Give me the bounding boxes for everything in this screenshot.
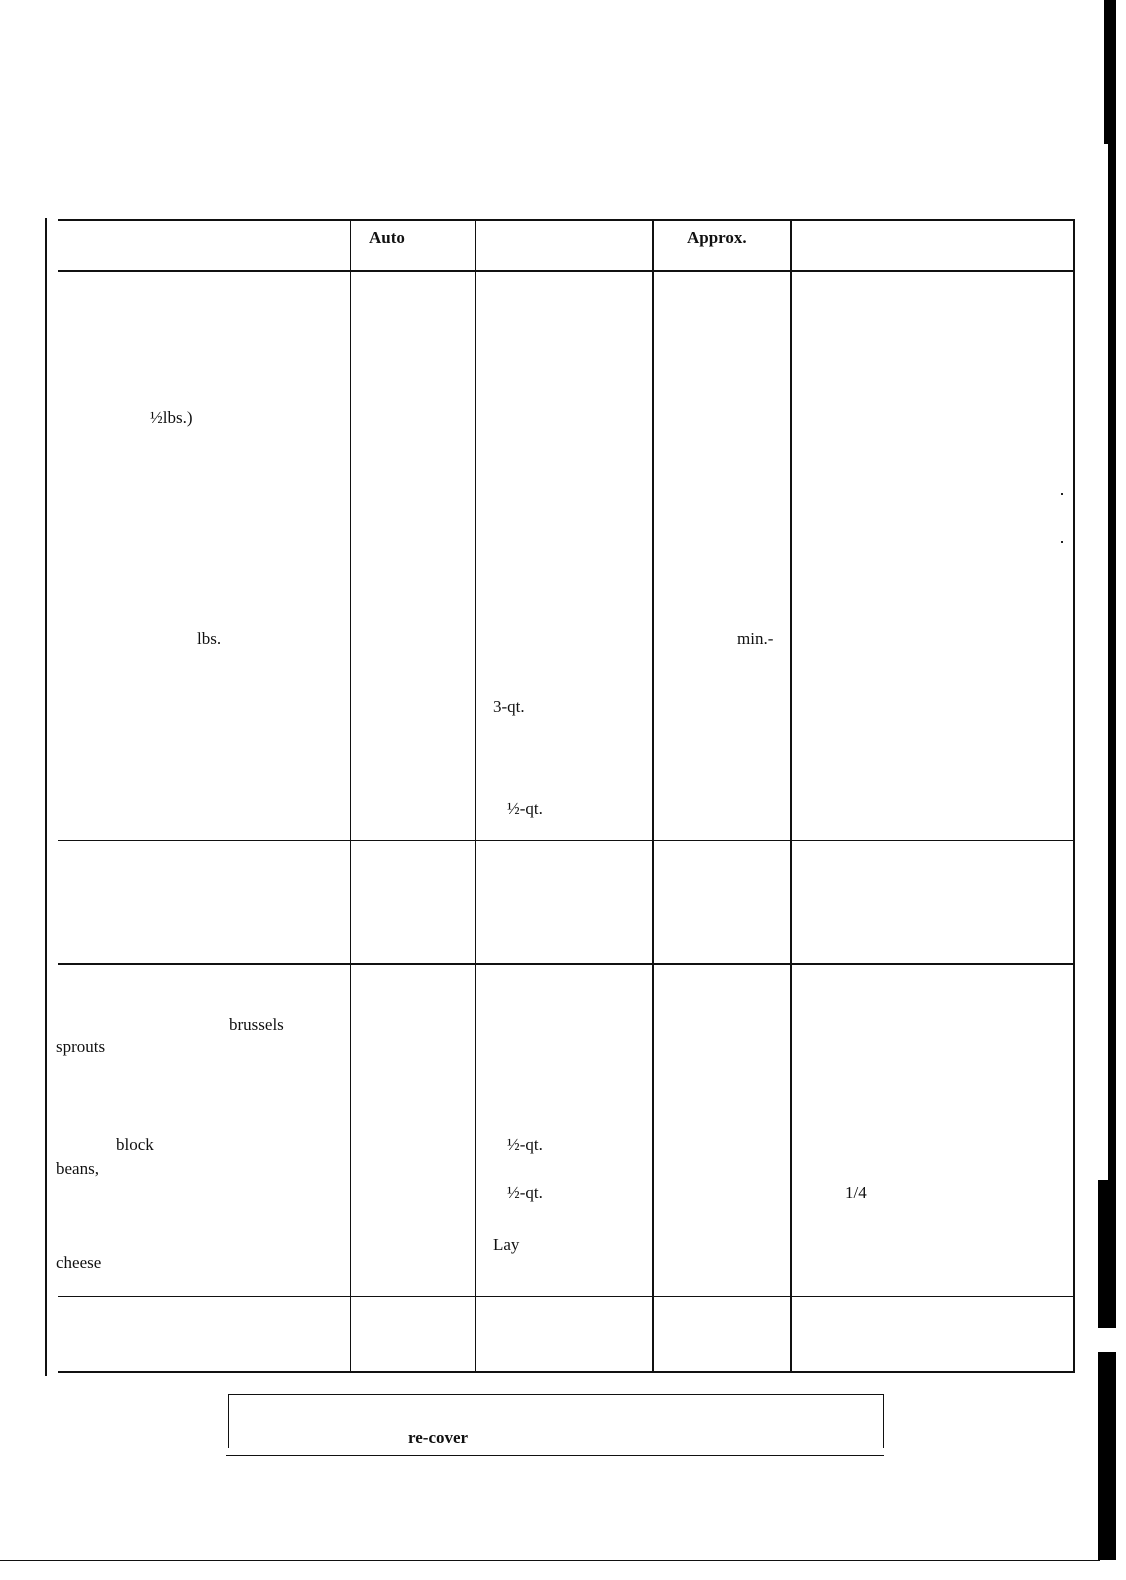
cell-3-qt: 3-qt. <box>493 697 525 716</box>
column-divider-1 <box>350 219 351 1372</box>
table-bottom-rule <box>58 1371 1075 1373</box>
cell-min: min.- <box>737 629 774 648</box>
cell-cheese: cheese <box>56 1253 102 1272</box>
row-2-bottom-rule <box>58 963 1075 965</box>
cell-brussels: brussels <box>229 1015 284 1034</box>
right-edge-bar-bottom <box>1098 1352 1116 1560</box>
cell-beans: beans, <box>56 1159 99 1178</box>
note-box-top-rule <box>228 1394 884 1395</box>
note-box-bottom-rule <box>226 1455 884 1456</box>
column-divider-4 <box>790 219 792 1372</box>
stray-dot-2 <box>1061 541 1063 543</box>
cell-half-qt-3: ½-qt. <box>507 1183 543 1202</box>
note-box-left-rule <box>228 1394 229 1448</box>
cell-sprouts: sprouts <box>56 1037 106 1056</box>
column-divider-3 <box>652 219 654 1372</box>
note-box-right-rule <box>883 1394 884 1448</box>
row-1-bottom-rule <box>58 840 1075 841</box>
row-3-bottom-rule <box>58 1296 1075 1297</box>
right-edge-bar-top <box>1104 0 1116 144</box>
right-edge-bar-lower <box>1098 1180 1116 1328</box>
cell-block: block <box>116 1135 154 1154</box>
page-bottom-rule <box>0 1560 1100 1561</box>
stray-dot-1 <box>1061 493 1063 495</box>
note-box-text: re-cover <box>408 1428 469 1447</box>
header-bottom-rule <box>58 270 1075 272</box>
cell-half-qt-2: ½-qt. <box>507 1135 543 1154</box>
right-edge-bar-upper-thin <box>1108 144 1116 1180</box>
cell-half-qt-1: ½-qt. <box>507 799 543 818</box>
cell-lay: Lay <box>493 1235 520 1254</box>
header-auto: Auto <box>369 228 405 247</box>
table-left-margin-line <box>45 218 47 1376</box>
column-divider-2 <box>475 219 476 1372</box>
table-right-rule <box>1073 219 1075 1372</box>
header-approx: Approx. <box>687 228 747 247</box>
cell-half-lbs: ½lbs.) <box>150 408 193 427</box>
cell-quarter: 1/4 <box>845 1183 867 1202</box>
table-top-rule <box>58 219 1075 221</box>
cell-lbs: lbs. <box>197 629 222 648</box>
